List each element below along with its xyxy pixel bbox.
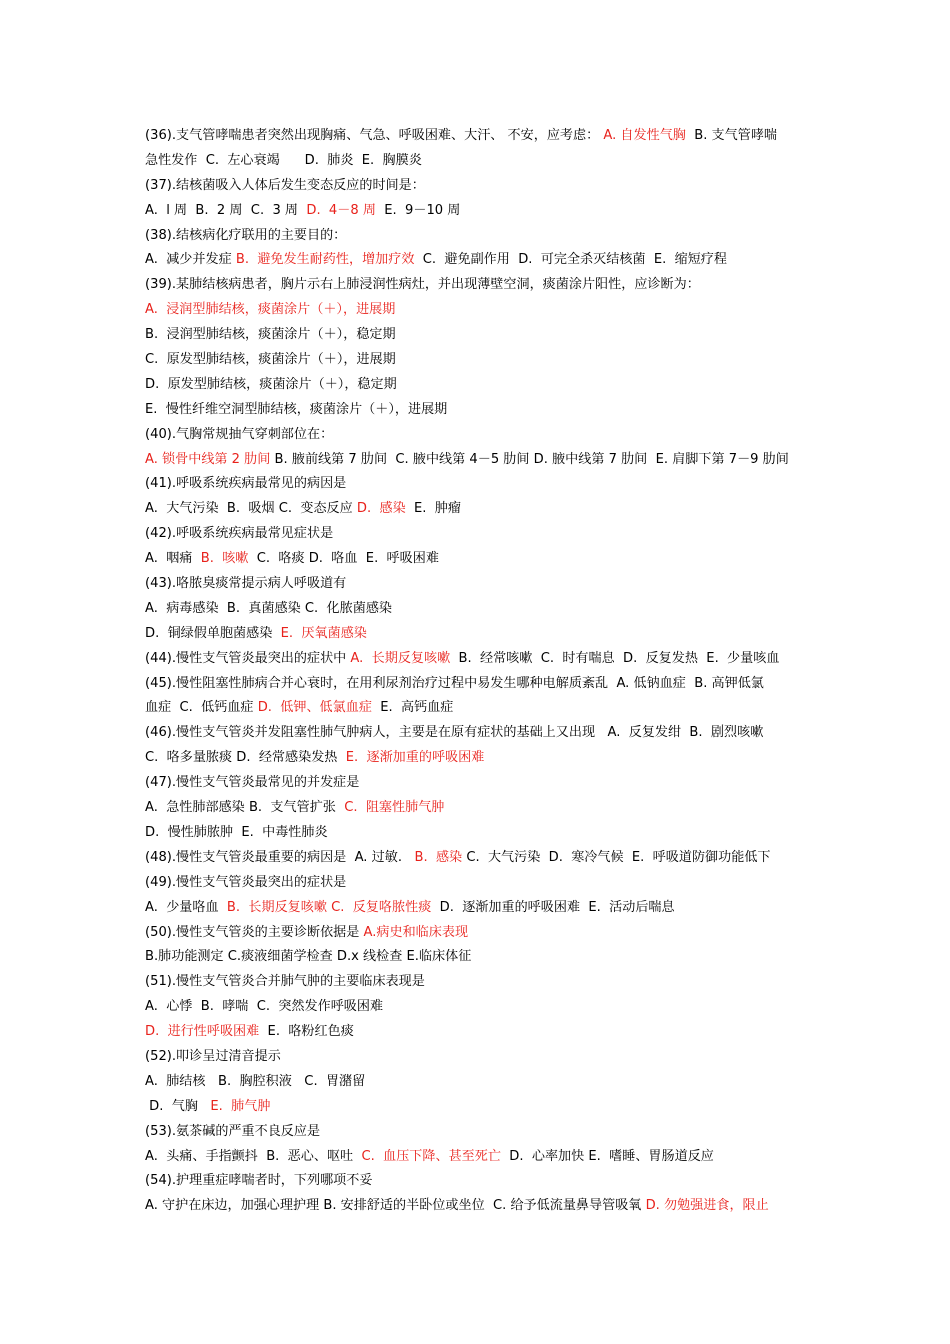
text-segment: D. 原发型肺结核，痰菌涂片（＋），稳定期	[145, 376, 397, 392]
answer-highlight: D. 4－8 周	[306, 202, 376, 218]
text-segment: E. 慢性纤维空洞型肺结核，痰菌涂片（＋），进展期	[145, 401, 448, 417]
text-line	[145, 1169, 817, 1194]
text-line	[145, 796, 817, 821]
text-segment: (47).慢性支气管炎最常见的并发症是	[145, 775, 360, 791]
question-list	[145, 124, 817, 1219]
answer-highlight: C. 阻塞性肺气肿	[344, 800, 445, 816]
text-line	[145, 572, 817, 597]
text-segment: (50).慢性支气管炎的主要诊断依据是	[145, 924, 364, 940]
text-segment: (51).慢性支气管炎合并肺气肿的主要临床表现是	[145, 974, 425, 990]
text-line	[145, 224, 817, 249]
text-line	[145, 199, 817, 224]
answer-highlight: A. 锁骨中线第 2 肋间	[145, 451, 271, 467]
answer-highlight: D. 进行性呼吸困难	[145, 1024, 260, 1040]
answer-highlight: B. 长期反复咳嗽 C. 反复咯脓性痰	[226, 899, 432, 915]
text-segment: C. 原发型肺结核，痰菌涂片（＋），进展期	[145, 352, 396, 368]
text-segment: D. 逐渐加重的呼吸困难 E. 活动后喘息	[431, 899, 675, 915]
text-segment: (41).呼吸系统疾病最常见的病因是	[145, 476, 347, 492]
text-segment: (52).叩诊呈过清音提示	[145, 1048, 281, 1064]
text-segment: E. 肿瘤	[405, 501, 461, 517]
text-line	[145, 846, 817, 871]
text-line	[145, 970, 817, 995]
text-segment: A. 急性肺部感染 B. 支气管扩张	[145, 800, 345, 816]
text-segment: B. 腋前线第 7 肋间 C. 腋中线第 4－5 肋间 D. 腋中线第 7 肋间 E. 肩脚下第 7－9 肋间	[270, 451, 789, 467]
text-line	[145, 1145, 817, 1170]
text-segment: (36).支气管哮喘患者突然出现胸痛、气急、呼吸困难、大汗、 不安，应考虑：	[145, 128, 604, 143]
text-line	[145, 124, 817, 149]
text-line	[145, 1194, 817, 1219]
text-line	[145, 921, 817, 946]
text-line	[145, 622, 817, 647]
text-line	[145, 821, 817, 846]
answer-highlight: E. 逐渐加重的呼吸困难	[345, 750, 485, 766]
text-line	[145, 1045, 817, 1070]
text-line	[145, 945, 817, 970]
text-line	[145, 995, 817, 1020]
text-segment: D. 气胸	[145, 1098, 211, 1114]
text-line	[145, 348, 817, 373]
text-segment: A. l 周 B. 2 周 C. 3 周	[145, 202, 307, 218]
text-segment: E. 高钙血症	[371, 700, 454, 716]
text-segment: C. 大气污染 D. 寒冷气候 E. 呼吸道防御功能低下	[462, 849, 771, 865]
text-segment: (39).某肺结核病患者，胸片示右上肺浸润性病灶，并出现薄壁空洞，痰菌涂片阳性，应诊断为：	[145, 277, 700, 293]
text-line	[145, 696, 817, 721]
text-line	[145, 1120, 817, 1145]
text-segment: (53).氨茶碱的严重不良反应是	[145, 1123, 321, 1139]
text-line	[145, 497, 817, 522]
text-line	[145, 398, 817, 423]
text-line	[145, 298, 817, 323]
text-segment: D. 铜绿假单胞菌感染	[145, 625, 281, 641]
text-segment: (38).结核病化疗联用的主要目的：	[145, 227, 347, 243]
text-segment: 急性发作 C. 左心衰竭 D. 肺炎 E. 胸膜炎	[145, 152, 422, 168]
text-segment: B. 浸润型肺结核，痰菌涂片（＋），稳定期	[145, 327, 396, 343]
text-segment: (49).慢性支气管炎最突出的症状是	[145, 874, 347, 890]
text-segment: (37).结核菌吸入人体后发生变态反应的时间是：	[145, 177, 425, 193]
text-segment: B.肺功能测定 C.痰液细菌学检查 D.x 线检查 E.临床体征	[145, 949, 472, 965]
answer-highlight: E. 肺气肿	[210, 1098, 271, 1114]
answer-highlight: B. 感染	[414, 849, 463, 865]
answer-highlight: A.病史和临床表现	[363, 924, 469, 940]
text-segment: A. 病毒感染 B. 真菌感染 C. 化脓菌感染	[145, 600, 393, 616]
text-line	[145, 273, 817, 298]
answer-highlight: D. 低钾、低氯血症	[257, 700, 372, 716]
text-line	[145, 896, 817, 921]
text-line	[145, 174, 817, 199]
text-segment: A. 咽痛	[145, 551, 201, 567]
text-segment: (46).慢性支气管炎并发阻塞性肺气肿病人，主要是在原有症状的基础上又出现 A. 反复发绀 B. 剧烈咳嗽	[145, 725, 764, 741]
text-line	[145, 1020, 817, 1045]
answer-highlight: A. 长期反复咳嗽	[350, 650, 451, 666]
text-segment: A. 大气污染 B. 吸烟 C. 变态反应	[145, 501, 357, 517]
text-line	[145, 746, 817, 771]
text-segment: C. 避免副作用 D. 可完全杀灭结核菌 E. 缩短疗程	[414, 252, 727, 268]
answer-highlight: C. 血压下降、甚至死亡	[361, 1148, 501, 1164]
text-line	[145, 248, 817, 273]
text-line	[145, 1095, 817, 1120]
text-line	[145, 448, 817, 473]
text-line	[145, 323, 817, 348]
text-segment: E. 9－10 周	[375, 202, 461, 218]
text-segment: D. 心率加快 E. 嗜睡、胃肠道反应	[500, 1148, 714, 1164]
text-line	[145, 149, 817, 174]
answer-highlight: D. 勿勉强进食，限止	[645, 1198, 769, 1214]
text-line	[145, 423, 817, 448]
answer-highlight: E. 厌氧菌感染	[280, 625, 367, 641]
text-line	[145, 547, 817, 572]
text-line	[145, 472, 817, 497]
answer-highlight: D. 感染	[356, 501, 406, 517]
text-line	[145, 597, 817, 622]
text-line	[145, 721, 817, 746]
text-line	[145, 771, 817, 796]
answer-highlight: B. 咳嗽	[200, 551, 249, 567]
text-segment: A. 心悸 B. 哮喘 C. 突然发作呼吸困难	[145, 999, 384, 1015]
text-line	[145, 672, 817, 697]
text-segment: D. 慢性肺脓肿 E. 中毒性肺炎	[145, 824, 328, 840]
text-segment: B. 经常咳嗽 C. 时有喘息 D. 反复发热 E. 少量咳血	[450, 650, 780, 666]
answer-highlight: A. 自发性气胸	[603, 128, 686, 143]
text-line	[145, 522, 817, 547]
text-line	[145, 373, 817, 398]
text-segment: C. 咯多量脓痰 D. 经常感染发热	[145, 750, 346, 766]
text-segment: (45).慢性阻塞性肺病合并心衰时，在用利尿剂治疗过程中易发生哪种电解质紊乱 A. 低钠血症 B. 高钾低氯	[145, 675, 764, 691]
text-line	[145, 1070, 817, 1095]
answer-highlight: B. 避免发生耐药性，增加疗效	[235, 252, 415, 268]
text-segment: (43).咯脓臭痰常提示病人呼吸道有	[145, 576, 347, 592]
text-segment: A. 减少并发症	[145, 252, 236, 268]
text-segment: 血症 C. 低钙血症	[145, 700, 258, 716]
text-line	[145, 647, 817, 672]
text-segment: (54).护理重症哮喘者时，下列哪项不妥	[145, 1173, 373, 1189]
text-segment: B. 支气管哮喘	[685, 128, 778, 143]
text-segment: (44).慢性支气管炎最突出的症状中	[145, 650, 351, 666]
text-segment: E. 咯粉红色痰	[259, 1024, 354, 1040]
text-line	[145, 871, 817, 896]
text-segment: A. 守护在床边，加强心理护理 B. 安排舒适的半卧位或坐位 C. 给予低流量鼻导管吸氧	[145, 1198, 646, 1214]
text-segment: (40).气胸常规抽气穿刺部位在：	[145, 426, 334, 442]
answer-highlight: A. 浸润型肺结核，痰菌涂片（＋），进展期	[145, 302, 396, 318]
text-segment: A. 少量咯血	[145, 899, 227, 915]
text-segment: C. 咯痰 D. 咯血 E. 呼吸困难	[248, 551, 439, 567]
text-segment: A. 头痛、手指颤抖 B. 恶心、呕吐	[145, 1148, 362, 1164]
text-segment: (42).呼吸系统疾病最常见症状是	[145, 526, 334, 542]
text-segment: (48).慢性支气管炎最重要的病因是 A. 过敏.	[145, 849, 415, 865]
text-segment: A. 肺结核 B. 胸腔积液 C. 胃潴留	[145, 1073, 366, 1089]
